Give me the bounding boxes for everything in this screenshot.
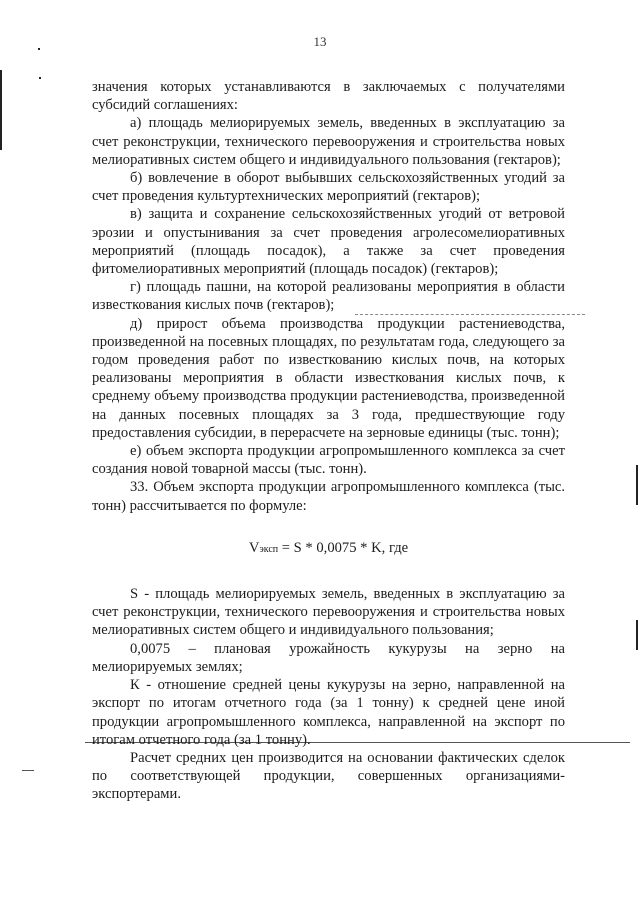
formula-subscript: эксп [259,543,279,555]
definition-list [92,585,565,803]
scan-edge-left [0,70,2,150]
scan-edge-right [636,465,638,505]
paragraph-def-k: К - отношение средней цены кукурузы на зерно, направленной на экспорт по итогам отчетного года (за 1 тонну) к средней цене иной продукции агропромышленного комплекса, направленной на экспорт по итогам отчетного года (за 1 тонну). [92,677,565,748]
paragraph-p-intro: значения которых устанавливаются в заключаемых с получателями субсидий соглашениях: [92,79,565,114]
paragraph-p-d: д) прирост объема производства продукции растениеводства, произведенной на посевных площадях, по результатам года, следующего за годом проведения работ по известкованию кислых почв, на которых реализованы мероприятия в области известкования кислых почв, к среднему объему производства продукции растениеводства, произведенной на данных посевных площадях за 3 года, предшествующие году предоставления субсидии, в перерасчете на зерновые единицы (тыс. тонн); [92,315,565,441]
paragraph-def-calc: Расчет средних цен производится на основании фактических сделок по соответствующей продукции, совершенных организациями-экспортерами. [92,749,565,803]
paragraph-def-s: S - площадь мелиорируемых земель, введенных в эксплуатацию за счет реконструкции, технического перевооружения и строительства новых мелиоративных систем общего и индивидуального пользования; [92,586,565,639]
paragraph-p-b: б) вовлечение в оборот выбывших сельскохозяйственных угодий за счет проведения культуртехнических мероприятий (гектаров); [92,170,565,205]
formula [92,539,565,559]
paragraph-def-0075: 0,0075 – плановая урожайность кукурузы на зерно на мелиорируемых землях; [92,640,565,675]
scan-mark-left-2 [39,77,41,79]
scan-edge-right-2 [636,620,638,650]
paragraph-p-g: г) площадь пашни, на которой реализованы мероприятия в области известкования кислых почв (гектаров); [92,279,565,314]
scan-line-bottom-left [22,770,34,771]
paragraph-p-a: а) площадь мелиорируемых земель, введенных в эксплуатацию за счет реконструкции, технического перевооружения и строительства новых мелиоративных систем общего и индивидуального пользования (гектаров); [92,115,565,168]
document-body [92,78,565,804]
paragraph-p-v: в) защита и сохранение сельскохозяйственных угодий от ветровой эрозии и опустынивания за счет проведения агролесомелиоративных мероприятий (площадь посадок), а также за счет проведения фитомелиоративных мероприятий (площадь посадок) (гектаров); [92,206,565,278]
paragraph-list [92,78,565,515]
formula-lhs: V [248,539,260,556]
formula-rhs: = S * 0,0075 * K, где [278,539,409,556]
paragraph-p-33: 33. Объем экспорта продукции агропромышленного комплекса (тыс. тонн) рассчитывается по формуле: [92,479,565,514]
page-number: 13 [313,34,327,49]
paragraph-p-e: е) объем экспорта продукции агропромышленного комплекса за счет создания новой товарной массы (тыс. тонн). [92,443,565,478]
